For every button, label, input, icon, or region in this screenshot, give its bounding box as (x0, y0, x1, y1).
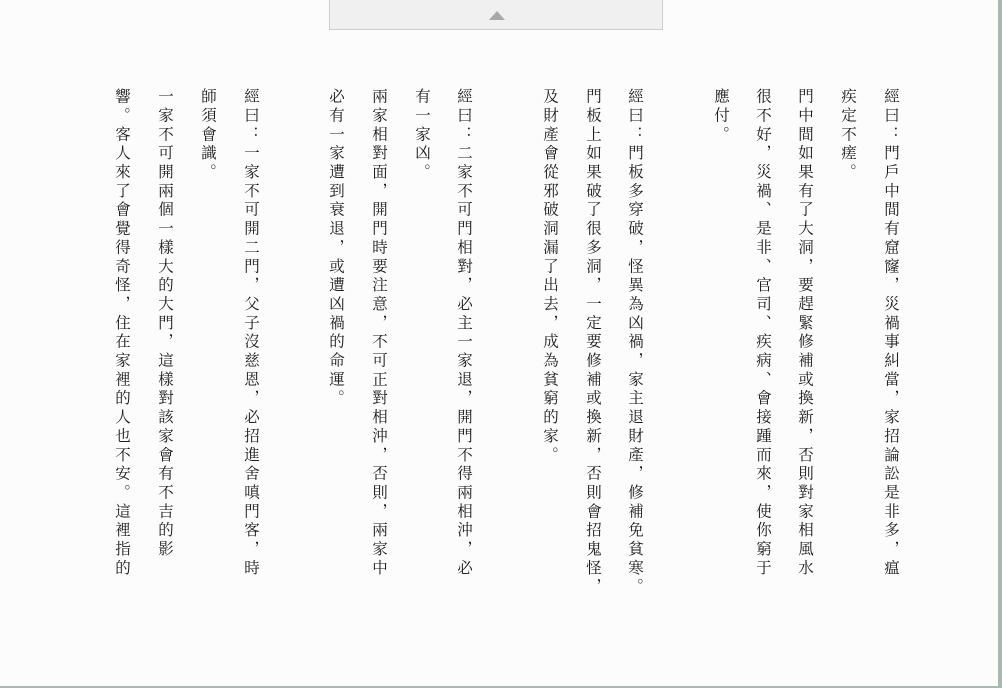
text-column: 師須會識。 (199, 88, 217, 183)
window-right-border (998, 0, 1002, 688)
text-column: 經曰：門板多穿破，怪異為凶禍，家主退財產，修補免貧寒。 (626, 88, 644, 597)
text-column: 兩家相對面，開門時要注意，不可正對相沖，否則，兩家中 (370, 88, 388, 579)
text-column: 及財產會從邪破洞漏了出去，成為貧窮的家。 (541, 88, 559, 465)
text-column: 經曰：二家不可門相對，必主一家退，開門不得兩相沖，必 (455, 88, 473, 579)
text-column: 有一家凶。 (413, 88, 431, 183)
text-column: 一家不可開兩個一樣大的大門，這樣對該家會有不吉的影 (156, 88, 174, 560)
text-column: 很不好，災禍、是非、官司、疾病、會接踵而來，使你窮于 (754, 88, 772, 579)
text-column: 門板上如果破了很多洞，一定要修補或換新，否則會招鬼怪， (584, 88, 602, 597)
text-column: 經曰：一家不可開二門，父子沒慈恩，必招進舍嗔門客，時 (242, 88, 260, 579)
text-column: 響。客人來了會覺得奇怪，住在家裡的人也不安。這裡指的 (113, 88, 131, 579)
text-column: 疾定不瘥。 (839, 88, 857, 183)
text-column: 經曰：門戶中間有窟窿，災禍事糾當，家招論訟是非多，瘟 (882, 88, 900, 579)
text-column: 門中間如果有了大洞，要趕緊修補或換新，否則對家相風水 (796, 88, 814, 579)
triangle-up-icon (489, 11, 505, 20)
text-column: 應付。 (712, 88, 730, 145)
text-column: 必有一家遭到衰退，或遭凶禍的命運。 (327, 88, 345, 409)
scroll-up-button[interactable] (329, 0, 663, 30)
